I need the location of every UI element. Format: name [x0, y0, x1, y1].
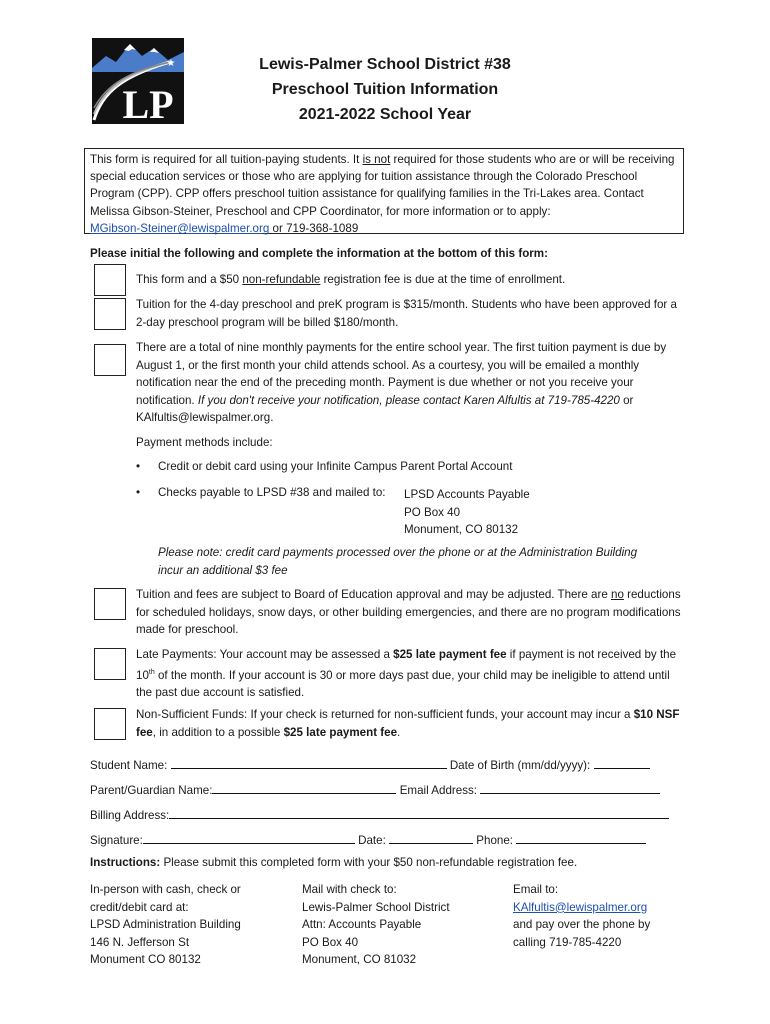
date-label: Date: [358, 834, 386, 847]
item-tuition: Tuition for the 4-day preschool and preK program is $315/month. Students who have been approved for a 2-day preschool program will be billed $180/month. [136, 298, 677, 329]
guardian-field[interactable] [212, 782, 396, 794]
signature-label: Signature: [90, 834, 143, 847]
item-late-payments: Late Payments: Your account may be assessed a $25 late payment fee if payment is not received by the 10th of the month. If your account is 30 or more days past due, your child may be ineligible to attend until the past due account is satisfied. [136, 648, 677, 699]
billing-field[interactable] [169, 807, 669, 819]
dob-field[interactable] [594, 757, 650, 769]
student-name-label: Student Name: [90, 759, 168, 772]
page-title [180, 52, 590, 127]
item-nsf: Non-Sufficient Funds: If your check is returned for non-sufficient funds, your account may incur a $10 NSF fee, in addition to a possible $25 late payment fee. [136, 708, 680, 739]
svg-text:★: ★ [166, 58, 176, 69]
coordinator-phone: or 719-368-1089 [269, 221, 359, 235]
date-field[interactable] [389, 832, 473, 844]
title-line-1: Lewis-Palmer School District #38 [259, 56, 511, 73]
initial-box-payments[interactable] [94, 344, 126, 376]
title-line-2: Preschool Tuition Information [271, 81, 499, 98]
instructions-heading: Please initial the following and complete the information at the bottom of this form: [90, 247, 548, 260]
initial-box-nsf[interactable] [94, 708, 126, 740]
guardian-row [90, 782, 660, 797]
credit-card-note: Please note: credit card payments processed over the phone or at the Administration Building incur an additional $3 fee [158, 546, 638, 577]
signature-field[interactable] [143, 832, 355, 844]
item-payments: There are a total of nine monthly payments for the entire school year. The first tuition payment is due by August 1, or the first month your child attends school. As a courtesy, you will be emailed a monthly notification near the end of the preceding month. Payment is due whether or not you receive your notification. If you don't receive your notification, please contact Karen Alfultis at 719-785-4220 or KAlfultis@lewispalmer.org. [136, 341, 667, 424]
submission-instructions: Instructions: Please submit this completed form with your $50 non-refundable registration fee. [90, 856, 578, 869]
district-logo [92, 38, 184, 124]
logo-monogram: LP [122, 82, 174, 124]
initial-box-fees[interactable] [94, 588, 126, 620]
student-name-field[interactable] [171, 757, 447, 769]
email-field[interactable] [480, 782, 660, 794]
dob-label: Date of Birth (mm/dd/yyyy): [449, 759, 591, 772]
intro-text-2: required for those students who are or will be receiving special education services or those who are applying for tuition assistance through the Colorado Preschool Program (CPP). CPP offers preschool tuition assistance for qualifying families in the Tri-Lakes area. Contact Melissa Gibson-Steiner, Preschool and CPP Coordinator, for more information or to apply: [90, 153, 675, 218]
initial-box-tuition[interactable] [94, 298, 126, 330]
student-name-row [90, 757, 650, 772]
in-person-column: In-person with cash, check or credit/debit card at: LPSD Administration Building 146 N. Jefferson St Monument CO 80132 [90, 883, 241, 967]
guardian-label: Parent/Guardian Name: [90, 784, 213, 797]
initial-box-late-payments[interactable] [94, 648, 126, 680]
item-registration: This form and a $50 non-refundable registration fee is due at the time of enrollment. [136, 273, 566, 286]
payment-method-check: • Checks payable to LPSD #38 and mailed to: [136, 486, 386, 499]
billing-row [90, 807, 669, 822]
intro-emphasis: is not [362, 153, 391, 166]
billing-label: Billing Address: [90, 809, 170, 822]
title-line-3: 2021-2022 School Year [298, 106, 472, 123]
intro-text-1: This form is required for all tuition-paying students. It [90, 153, 363, 166]
email-column: Email to: KAlfultis@lewispalmer.org and pay over the phone by calling 719-785-4220 [513, 883, 651, 949]
initial-box-registration[interactable] [94, 264, 126, 296]
coordinator-email-link[interactable]: MGibson-Steiner@lewispalmer.org [90, 221, 270, 235]
phone-field[interactable] [516, 832, 646, 844]
accounts-email-link[interactable]: KAlfultis@lewispalmer.org [513, 900, 648, 914]
phone-label: Phone: [476, 834, 514, 847]
mailing-address: LPSD Accounts Payable PO Box 40 Monument, CO 80132 [404, 488, 530, 536]
payment-methods-label: Payment methods include: [136, 436, 273, 449]
item-fees: Tuition and fees are subject to Board of Education approval and may be adjusted. There are no reductions for scheduled holidays, snow days, or other building emergencies, and there are no program modifications made for preschool. [136, 588, 681, 636]
signature-row [90, 832, 646, 847]
payment-method-card: • Credit or debit card using your Infinite Campus Parent Portal Account [136, 460, 513, 473]
mail-column: Mail with check to: Lewis-Palmer School District Attn: Accounts Payable PO Box 40 Monument, CO 81032 [302, 883, 450, 967]
intro-box [84, 148, 684, 234]
email-label: Email Address: [399, 784, 478, 797]
